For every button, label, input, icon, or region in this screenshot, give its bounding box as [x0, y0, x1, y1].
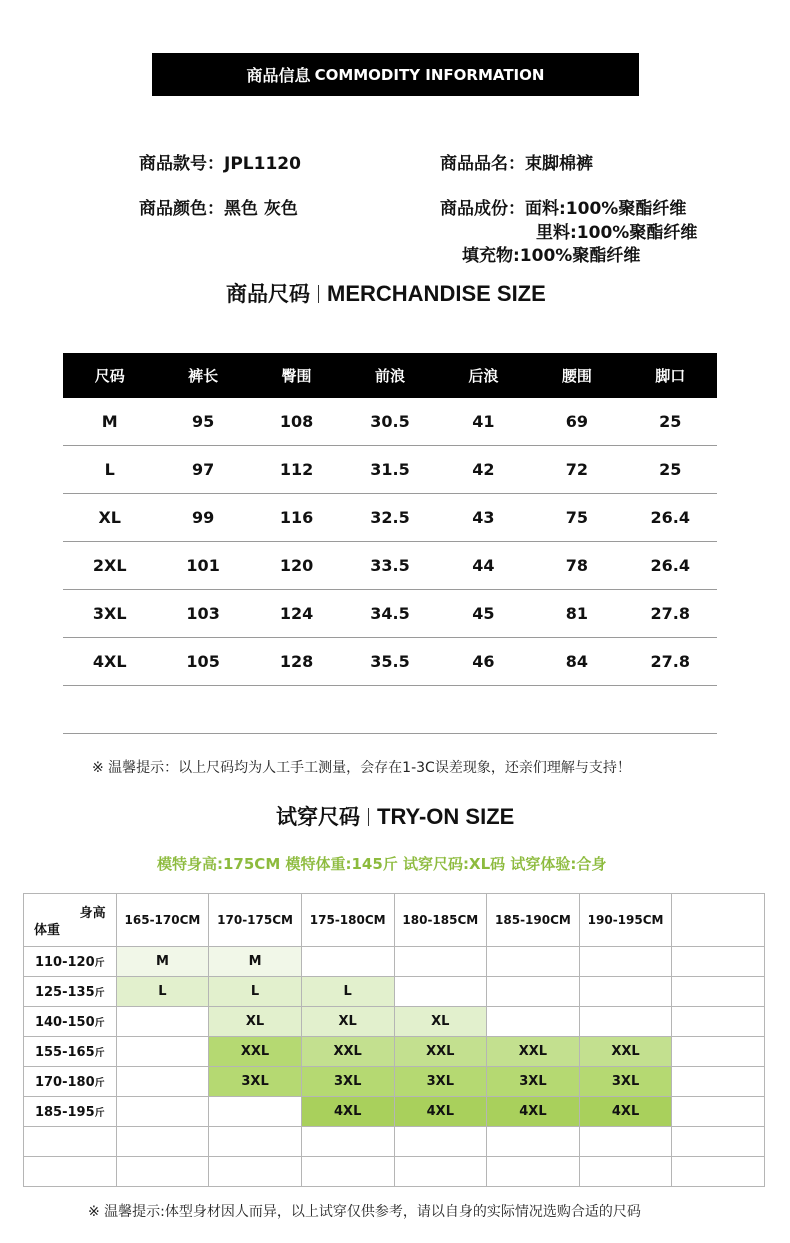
- table-cell: 42: [437, 446, 530, 494]
- table-row: [24, 1037, 765, 1067]
- height-header: [672, 894, 765, 947]
- tryon-cell: [579, 1007, 672, 1037]
- tryon-cell: [672, 1097, 765, 1127]
- table-row: [63, 446, 717, 494]
- tryon-cell: [487, 977, 580, 1007]
- table-cell: 81: [530, 590, 623, 638]
- tryon-cell: M: [209, 947, 302, 977]
- tryon-cell: L: [209, 977, 302, 1007]
- table-cell: 46: [437, 638, 530, 686]
- table-row: [63, 398, 717, 446]
- table-cell: 25: [624, 446, 717, 494]
- table-cell: 34.5: [343, 590, 436, 638]
- weight-unit: 斤: [94, 1017, 105, 1029]
- table-cell: [63, 686, 156, 734]
- height-header: 165-170CM: [116, 894, 209, 947]
- table-row: [24, 1007, 765, 1037]
- tryon-cell: [209, 1097, 302, 1127]
- table-cell: 128: [250, 638, 343, 686]
- tryon-cell: 3XL: [579, 1067, 672, 1097]
- tryon-cell: 3XL: [487, 1067, 580, 1097]
- weight-value: 110-120: [34, 954, 95, 970]
- tryon-cell: [394, 977, 487, 1007]
- height-header: 170-175CM: [209, 894, 302, 947]
- header-leg-opening: 脚口: [624, 353, 717, 398]
- table-cell: 32.5: [343, 494, 436, 542]
- table-row: [24, 1067, 765, 1097]
- weight-label: [24, 1007, 117, 1037]
- table-cell: [437, 686, 530, 734]
- size-note: ※ 温馨提示：以上尺码均为人工手工测量，会存在1-3C误差现象，还亲们理解与支持！: [92, 760, 631, 776]
- tryon-cell: [672, 1007, 765, 1037]
- weight-unit: 斤: [94, 1077, 105, 1089]
- tryon-cell: [672, 1067, 765, 1097]
- table-cell: 84: [530, 638, 623, 686]
- product-fabric: 商品成份：面料:100%聚酯纤维: [440, 199, 687, 219]
- table-cell: 25: [624, 398, 717, 446]
- table-cell: [343, 686, 436, 734]
- table-cell: 3XL: [63, 590, 156, 638]
- tryon-cell: [579, 1127, 672, 1157]
- table-cell: 30.5: [343, 398, 436, 446]
- weight-unit: 斤: [94, 957, 105, 969]
- table-cell: 95: [156, 398, 249, 446]
- table-row: [63, 542, 717, 590]
- table-cell: 75: [530, 494, 623, 542]
- height-header: 185-190CM: [487, 894, 580, 947]
- tryon-cell: [672, 1157, 765, 1187]
- height-header: 190-195CM: [579, 894, 672, 947]
- table-row-empty: [63, 686, 717, 734]
- weight-value: 140-150: [34, 1014, 95, 1030]
- tryon-cell: [487, 1127, 580, 1157]
- table-cell: 44: [437, 542, 530, 590]
- table-cell: 108: [250, 398, 343, 446]
- tryon-cell: [24, 1157, 117, 1187]
- weight-value: 155-165: [34, 1044, 95, 1060]
- header-size: 尺码: [63, 353, 156, 398]
- product-color: 商品颜色：黑色 灰色: [139, 199, 298, 219]
- tryon-cell: [116, 1097, 209, 1127]
- tryon-cell: [116, 1007, 209, 1037]
- table-cell: [530, 686, 623, 734]
- tryon-cell: 3XL: [301, 1067, 394, 1097]
- product-lining: 里料:100%聚酯纤维: [536, 223, 698, 243]
- tryon-cell: [579, 947, 672, 977]
- size-table: [63, 353, 717, 734]
- table-row-empty: [24, 1157, 765, 1187]
- table-row: [63, 494, 717, 542]
- tryon-cell: XXL: [394, 1037, 487, 1067]
- table-cell: 99: [156, 494, 249, 542]
- height-header: 180-185CM: [394, 894, 487, 947]
- table-cell: 33.5: [343, 542, 436, 590]
- table-cell: XL: [63, 494, 156, 542]
- corner-height-label: 身高: [79, 906, 106, 921]
- table-cell: 105: [156, 638, 249, 686]
- table-row: [63, 590, 717, 638]
- weight-unit: 斤: [94, 987, 105, 999]
- weight-unit: 斤: [94, 1047, 105, 1059]
- weight-label: [24, 1067, 117, 1097]
- tryon-cell: L: [301, 977, 394, 1007]
- corner-weight-label: 体重: [34, 923, 61, 938]
- table-row: [24, 947, 765, 977]
- tryon-cell: 3XL: [394, 1067, 487, 1097]
- table-cell: 112: [250, 446, 343, 494]
- tryon-cell: [672, 1127, 765, 1157]
- table-cell: 2XL: [63, 542, 156, 590]
- merchandise-size-title-cn: 商品尺码: [226, 282, 310, 306]
- table-cell: 26.4: [624, 542, 717, 590]
- tryon-cell: [487, 1007, 580, 1037]
- tryon-cell: [394, 1127, 487, 1157]
- model-info: 模特身高:175CM 模特体重:145斤 试穿尺码:XL码 试穿体验:合身: [157, 855, 607, 873]
- weight-label: [24, 947, 117, 977]
- tryon-cell: 4XL: [487, 1097, 580, 1127]
- tryon-note: ※ 温馨提示:体型身材因人而异，以上试穿仅供参考，请以自身的实际情况选购合适的尺码: [88, 1204, 641, 1220]
- table-cell: [624, 686, 717, 734]
- table-cell: 78: [530, 542, 623, 590]
- tryon-cell: XXL: [209, 1037, 302, 1067]
- merchandise-size-title: [226, 278, 546, 308]
- weight-label: [24, 977, 117, 1007]
- height-header: 175-180CM: [301, 894, 394, 947]
- tryon-cell: XXL: [487, 1037, 580, 1067]
- table-cell: 103: [156, 590, 249, 638]
- table-cell: 97: [156, 446, 249, 494]
- tryon-cell: [116, 1127, 209, 1157]
- product-name: 商品品名：束脚棉裤: [440, 154, 593, 174]
- banner-title-cn: 商品信息: [246, 66, 311, 85]
- tryon-size-title: [276, 801, 514, 831]
- tryon-cell: 3XL: [209, 1067, 302, 1097]
- tryon-cell: XL: [394, 1007, 487, 1037]
- tryon-cell: [24, 1127, 117, 1157]
- table-cell: 31.5: [343, 446, 436, 494]
- tryon-cell: 4XL: [301, 1097, 394, 1127]
- size-table-header: [63, 353, 717, 398]
- tryon-cell: XXL: [579, 1037, 672, 1067]
- table-row: [63, 638, 717, 686]
- tryon-cell: [116, 1067, 209, 1097]
- tryon-cell: XXL: [301, 1037, 394, 1067]
- tryon-cell: [672, 947, 765, 977]
- tryon-cell: [116, 1037, 209, 1067]
- table-cell: M: [63, 398, 156, 446]
- style-number: 商品款号：JPL1120: [139, 154, 301, 174]
- table-cell: L: [63, 446, 156, 494]
- table-cell: 27.8: [624, 638, 717, 686]
- merchandise-size-title-en: MERCHANDISE SIZE: [327, 281, 546, 306]
- table-cell: 27.8: [624, 590, 717, 638]
- weight-unit: 斤: [94, 1107, 105, 1119]
- commodity-info-banner: [152, 53, 639, 96]
- table-cell: [250, 686, 343, 734]
- tryon-corner-cell: [24, 894, 117, 947]
- table-row-empty: [24, 1127, 765, 1157]
- header-length: 裤长: [156, 353, 249, 398]
- tryon-cell: [394, 947, 487, 977]
- banner-title-en: COMMODITY INFORMATION: [314, 65, 545, 84]
- table-cell: 120: [250, 542, 343, 590]
- header-waist: 腰围: [530, 353, 623, 398]
- weight-value: 125-135: [34, 984, 95, 1000]
- tryon-cell: 4XL: [394, 1097, 487, 1127]
- header-front-rise: 前浪: [343, 353, 436, 398]
- weight-label: [24, 1037, 117, 1067]
- tryon-cell: [672, 977, 765, 1007]
- weight-value: 170-180: [34, 1074, 95, 1090]
- header-back-rise: 后浪: [437, 353, 530, 398]
- tryon-cell: [209, 1127, 302, 1157]
- tryon-size-title-en: TRY-ON SIZE: [377, 804, 515, 829]
- tryon-cell: L: [116, 977, 209, 1007]
- tryon-size-title-cn: 试穿尺码: [276, 805, 360, 829]
- tryon-cell: [209, 1157, 302, 1187]
- title-divider: [368, 808, 369, 826]
- table-cell: 35.5: [343, 638, 436, 686]
- header-hip: 臀围: [250, 353, 343, 398]
- tryon-table: [23, 893, 765, 1187]
- tryon-cell: [672, 1037, 765, 1067]
- table-row: [24, 1097, 765, 1127]
- tryon-cell: [487, 1157, 580, 1187]
- table-cell: 101: [156, 542, 249, 590]
- table-cell: 116: [250, 494, 343, 542]
- tryon-cell: [116, 1157, 209, 1187]
- table-cell: 45: [437, 590, 530, 638]
- table-row: [24, 977, 765, 1007]
- tryon-cell: [301, 947, 394, 977]
- table-cell: 26.4: [624, 494, 717, 542]
- tryon-header-row: [24, 894, 765, 947]
- tryon-cell: XL: [209, 1007, 302, 1037]
- tryon-cell: [394, 1157, 487, 1187]
- tryon-cell: [579, 1157, 672, 1187]
- tryon-cell: 4XL: [579, 1097, 672, 1127]
- table-cell: 124: [250, 590, 343, 638]
- tryon-cell: XL: [301, 1007, 394, 1037]
- tryon-cell: [579, 977, 672, 1007]
- tryon-cell: [301, 1157, 394, 1187]
- title-divider: [318, 285, 319, 303]
- weight-value: 185-195: [34, 1104, 95, 1120]
- product-filling: 填充物:100%聚酯纤维: [462, 246, 641, 266]
- table-cell: 69: [530, 398, 623, 446]
- weight-label: [24, 1097, 117, 1127]
- tryon-cell: [301, 1127, 394, 1157]
- table-cell: [156, 686, 249, 734]
- tryon-cell: M: [116, 947, 209, 977]
- table-cell: 4XL: [63, 638, 156, 686]
- table-cell: 72: [530, 446, 623, 494]
- table-cell: 41: [437, 398, 530, 446]
- table-cell: 43: [437, 494, 530, 542]
- tryon-cell: [487, 947, 580, 977]
